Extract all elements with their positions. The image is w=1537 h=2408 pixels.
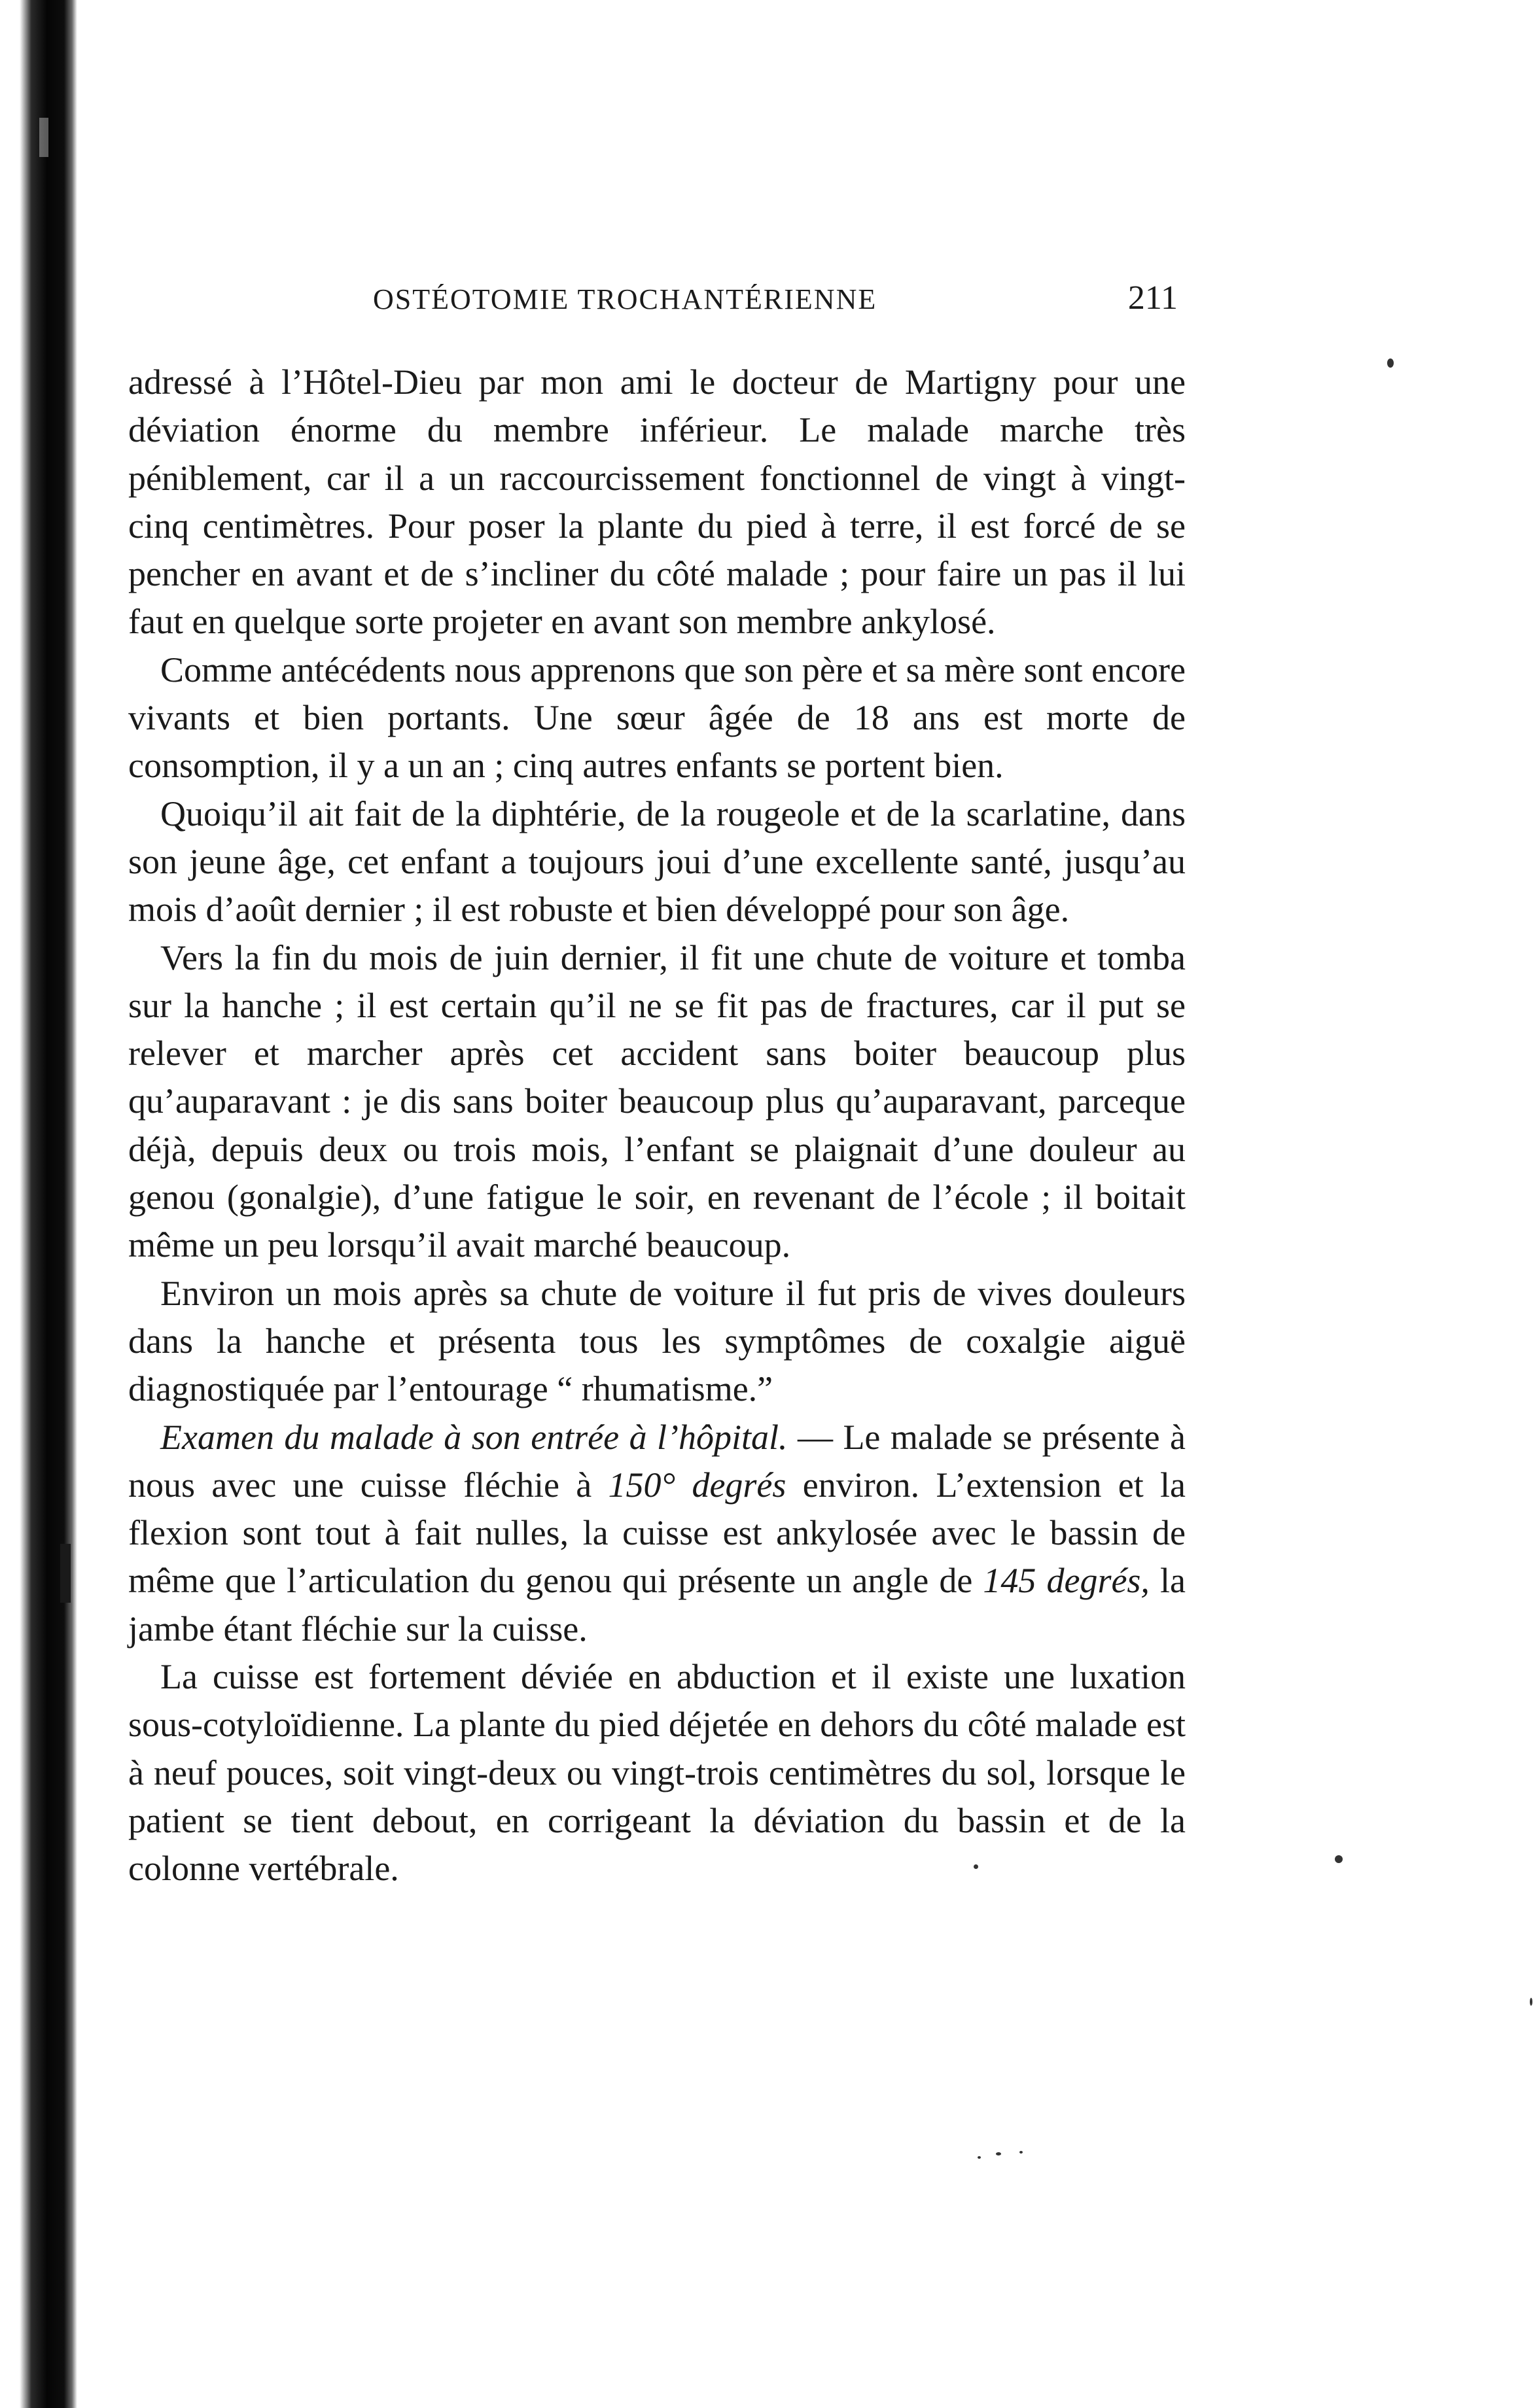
scan-speck: [1335, 1855, 1343, 1863]
text-segment: — Le malade se présente à nous avec une cuisse fléchie à: [128, 1417, 1186, 1505]
paragraph: adressé à l’Hôtel-Dieu par mon ami le docteur de Martigny pour une déviation énorme du membre inférieur. Le malade marche très péniblement, car il a un raccourcissement fonctionnel de vingt à vingt-cinq centimètres. Pour poser la plante du pied à terre, il est forcé de se pencher en avant et de s’incliner du côté malade ; pour faire un pas il lui faut en quelque sorte projeter en avant son membre ankylosé.: [128, 362, 1186, 642]
page-number: 211: [1127, 279, 1178, 317]
paragraph: Comme antécédents nous apprenons que son père et sa mère sont encore vivants et bien portants. Une sœur âgée de 18 ans est morte de consomption, il y a un an ; cinq autres enfants se portent bien.: [128, 650, 1186, 786]
paragraph: La cuisse est fortement déviée en abduction et il existe une luxation sous-cotyloïdienne. La plante du pied déjetée en dehors du côté malade est à neuf pouces, soit vingt-deux ou vingt-trois centimètres du sol, lorsque le patient se tient debout, en corrigeant la déviation du bassin et de la colonne vertébrale.: [128, 1657, 1186, 1889]
text-segment: environ. L’extension et la flexion sont tout à fait nulles, la cuisse est ankylosée avec le bassin de même que l’articulation du genou qui présente un angle de: [128, 1465, 1186, 1601]
spine-mark: [39, 118, 48, 157]
scan-speck: [1387, 358, 1394, 368]
scan-speck: [978, 2156, 981, 2159]
examination-heading: Examen du malade à son entrée à l’hôpital.: [160, 1417, 788, 1457]
scan-speck: [1019, 2151, 1023, 2154]
angle-value: 150° degrés: [608, 1465, 786, 1505]
text-segment: la jambe étant fléchie sur la cuisse.: [128, 1561, 1186, 1649]
page-header: [128, 279, 1186, 328]
spine-mark: [60, 1544, 71, 1603]
angle-value: 145 degrés,: [983, 1561, 1150, 1601]
paragraph: Vers la fin du mois de juin dernier, il fit une chute de voiture et tomba sur la hanche ; il est certain qu’il ne se fit pas de fractures, car il put se relever et marcher après cet accident sans boiter beaucoup plus qu’auparavant : je dis sans boiter beaucoup plus qu’auparavant, parceque déjà, depuis deux ou trois mois, l’enfant se plaignait d’une douleur au genou (gonalgie), d’une fatigue le soir, en revenant de l’école ; il boitait même un peu lorsqu’il avait marché beaucoup.: [128, 937, 1186, 1265]
book-spine-shadow: [0, 0, 77, 2408]
paragraph-examination: [128, 1414, 1186, 1653]
scan-speck: [1530, 1998, 1532, 2006]
body-text: [128, 358, 1186, 1893]
running-head: OSTÉOTOMIE TROCHANTÉRIENNE: [373, 283, 877, 315]
scan-speck: [996, 2152, 1001, 2155]
paragraph: Quoiqu’il ait fait de la diphtérie, de la rougeole et de la scarlatine, dans son jeune âge, cet enfant a toujours joui d’une excellente santé, jusqu’au mois d’août dernier ; il est robuste et bien développé pour son âge.: [128, 794, 1186, 930]
paragraph: Environ un mois après sa chute de voiture il fut pris de vives douleurs dans la hanche et présenta tous les symptômes de coxalgie aiguë diagnostiquée par l’entourage “ rhumatisme.”: [128, 1273, 1186, 1409]
